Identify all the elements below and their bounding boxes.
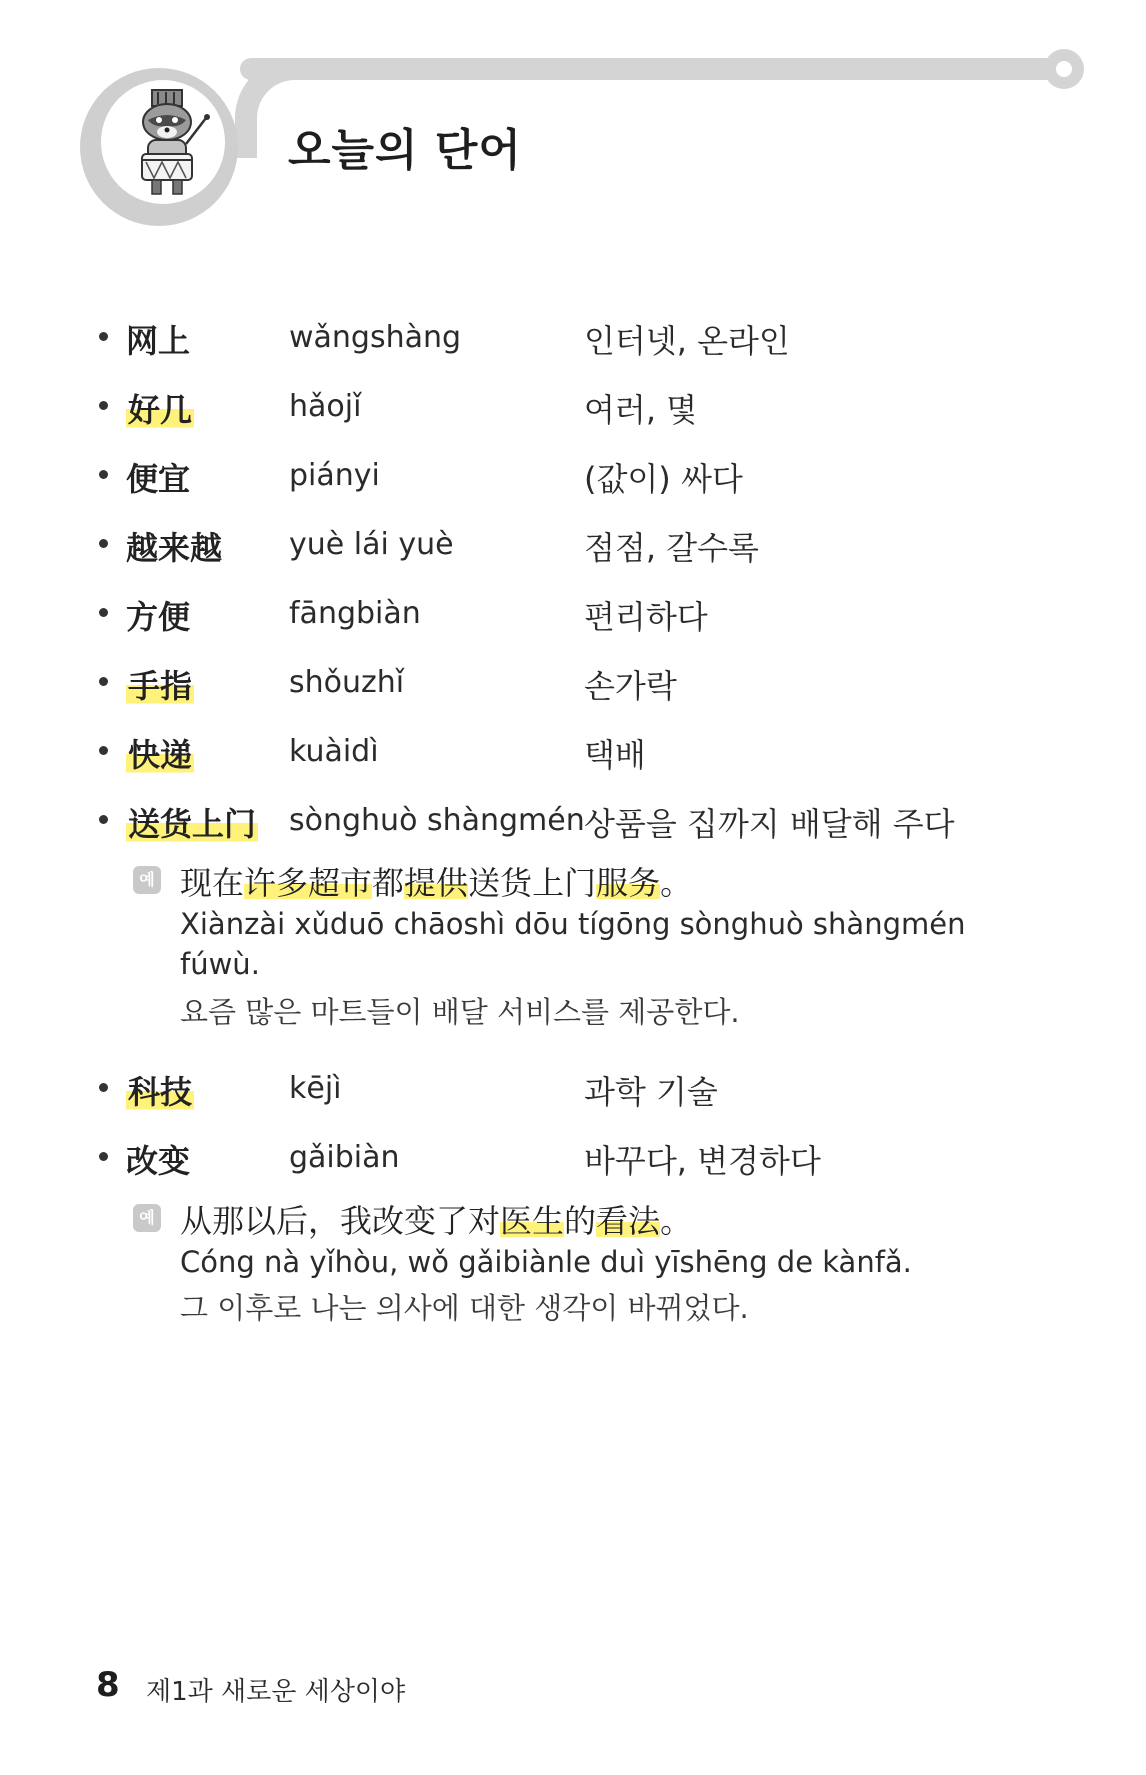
vocab-row <box>0 310 1146 366</box>
vocab-row <box>0 724 1146 780</box>
example-text-part: 送货上门 <box>468 864 597 902</box>
example-highlight-part: 医生 <box>500 1202 565 1240</box>
vocab-pinyin: piányi <box>289 458 380 493</box>
bullet-icon <box>99 332 108 341</box>
vocab-row <box>0 793 1146 849</box>
example-text-part: 。 <box>660 1202 693 1240</box>
bullet-icon <box>99 608 108 617</box>
bullet-icon <box>99 539 108 548</box>
vocab-word: 快递 <box>126 730 194 776</box>
vocab-pinyin: fāngbiàn <box>289 596 421 631</box>
page-number: 8 <box>96 1665 120 1705</box>
example-badge-icon: 예 <box>133 1204 161 1232</box>
example-highlight-part: 看法 <box>596 1202 661 1240</box>
example-pinyin: Cóng nà yǐhòu, wǒ gǎibiànle duì yīshēng de kànfǎ. <box>180 1245 912 1279</box>
example-highlight-part: 服务 <box>596 864 661 902</box>
example-badge-icon: 예 <box>133 866 161 894</box>
vocab-meaning: 택배 <box>584 736 646 774</box>
vocab-row <box>0 379 1146 435</box>
vocab-word: 改变 <box>126 1142 191 1180</box>
example-text-part: 从那以后，我改变了对 <box>180 1202 501 1240</box>
bullet-icon <box>99 815 108 824</box>
vocab-meaning: 손가락 <box>584 667 677 705</box>
example-highlight-part: 许多超市 <box>244 864 373 902</box>
rail-knob-icon <box>1044 49 1084 89</box>
vocab-pinyin: kējì <box>289 1071 342 1106</box>
bullet-icon <box>99 1152 108 1161</box>
vocab-word: 手指 <box>126 661 194 707</box>
vocab-meaning: 여러, 몇 <box>584 391 698 429</box>
vocab-meaning: 과학 기술 <box>584 1073 718 1111</box>
example-korean: 요즘 많은 마트들이 배달 서비스를 제공한다. <box>180 995 740 1029</box>
vocab-row <box>0 586 1146 642</box>
header-rail <box>240 58 1070 80</box>
vocab-meaning: 인터넷, 온라인 <box>584 322 790 360</box>
vocab-meaning: (값이) 싸다 <box>584 460 743 498</box>
vocab-pinyin: shǒuzhǐ <box>289 665 405 700</box>
lesson-label: 제1과 새로운 세상이야 <box>146 1677 406 1707</box>
bullet-icon <box>99 470 108 479</box>
vocab-pinyin: sònghuò shàngmén <box>289 803 585 838</box>
vocab-word: 便宜 <box>126 460 191 498</box>
vocab-meaning: 바꾸다, 변경하다 <box>584 1142 821 1180</box>
vocab-meaning: 상품을 집까지 배달해 주다 <box>584 805 955 843</box>
example-text-part: 。 <box>660 864 693 902</box>
vocab-word: 科技 <box>126 1067 194 1113</box>
vocab-meaning: 편리하다 <box>584 598 708 636</box>
vocab-word: 越来越 <box>126 529 223 567</box>
vocab-word: 好几 <box>126 385 194 431</box>
example-chinese <box>180 858 692 904</box>
vocab-row <box>0 448 1146 504</box>
example-chinese <box>180 1196 692 1242</box>
example-highlight-part: 提供 <box>404 864 469 902</box>
vocab-row <box>0 517 1146 573</box>
page-title: 오늘의 단어 <box>288 125 522 176</box>
vocab-word: 网上 <box>126 322 191 360</box>
example-text-part: 的 <box>564 1202 597 1240</box>
vocab-row <box>0 1130 1146 1186</box>
example-korean: 그 이후로 나는 의사에 대한 생각이 바뀌었다. <box>180 1291 749 1325</box>
example-text-part: 都 <box>372 864 405 902</box>
bullet-icon <box>99 1083 108 1092</box>
vocab-word: 方便 <box>126 598 191 636</box>
vocab-row <box>0 655 1146 711</box>
vocab-pinyin: hǎojǐ <box>289 389 362 424</box>
vocab-pinyin: gǎibiàn <box>289 1140 400 1175</box>
vocab-pinyin: wǎngshàng <box>289 320 462 355</box>
bullet-icon <box>99 677 108 686</box>
vocab-pinyin: yuè lái yuè <box>289 527 454 562</box>
vocab-pinyin: kuàidì <box>289 734 379 769</box>
vocab-row <box>0 1061 1146 1117</box>
bullet-icon <box>99 401 108 410</box>
bullet-icon <box>99 746 108 755</box>
example-text-part: 现在 <box>180 864 245 902</box>
vocab-meaning: 점점, 갈수록 <box>584 529 759 567</box>
example-pinyin: Xiànzài xǔduō chāoshì dōu tígōng sònghuò shàngmén fúwù. <box>180 907 966 981</box>
vocab-word: 送货上门 <box>126 799 258 845</box>
raccoon-drummer-icon <box>118 88 218 200</box>
